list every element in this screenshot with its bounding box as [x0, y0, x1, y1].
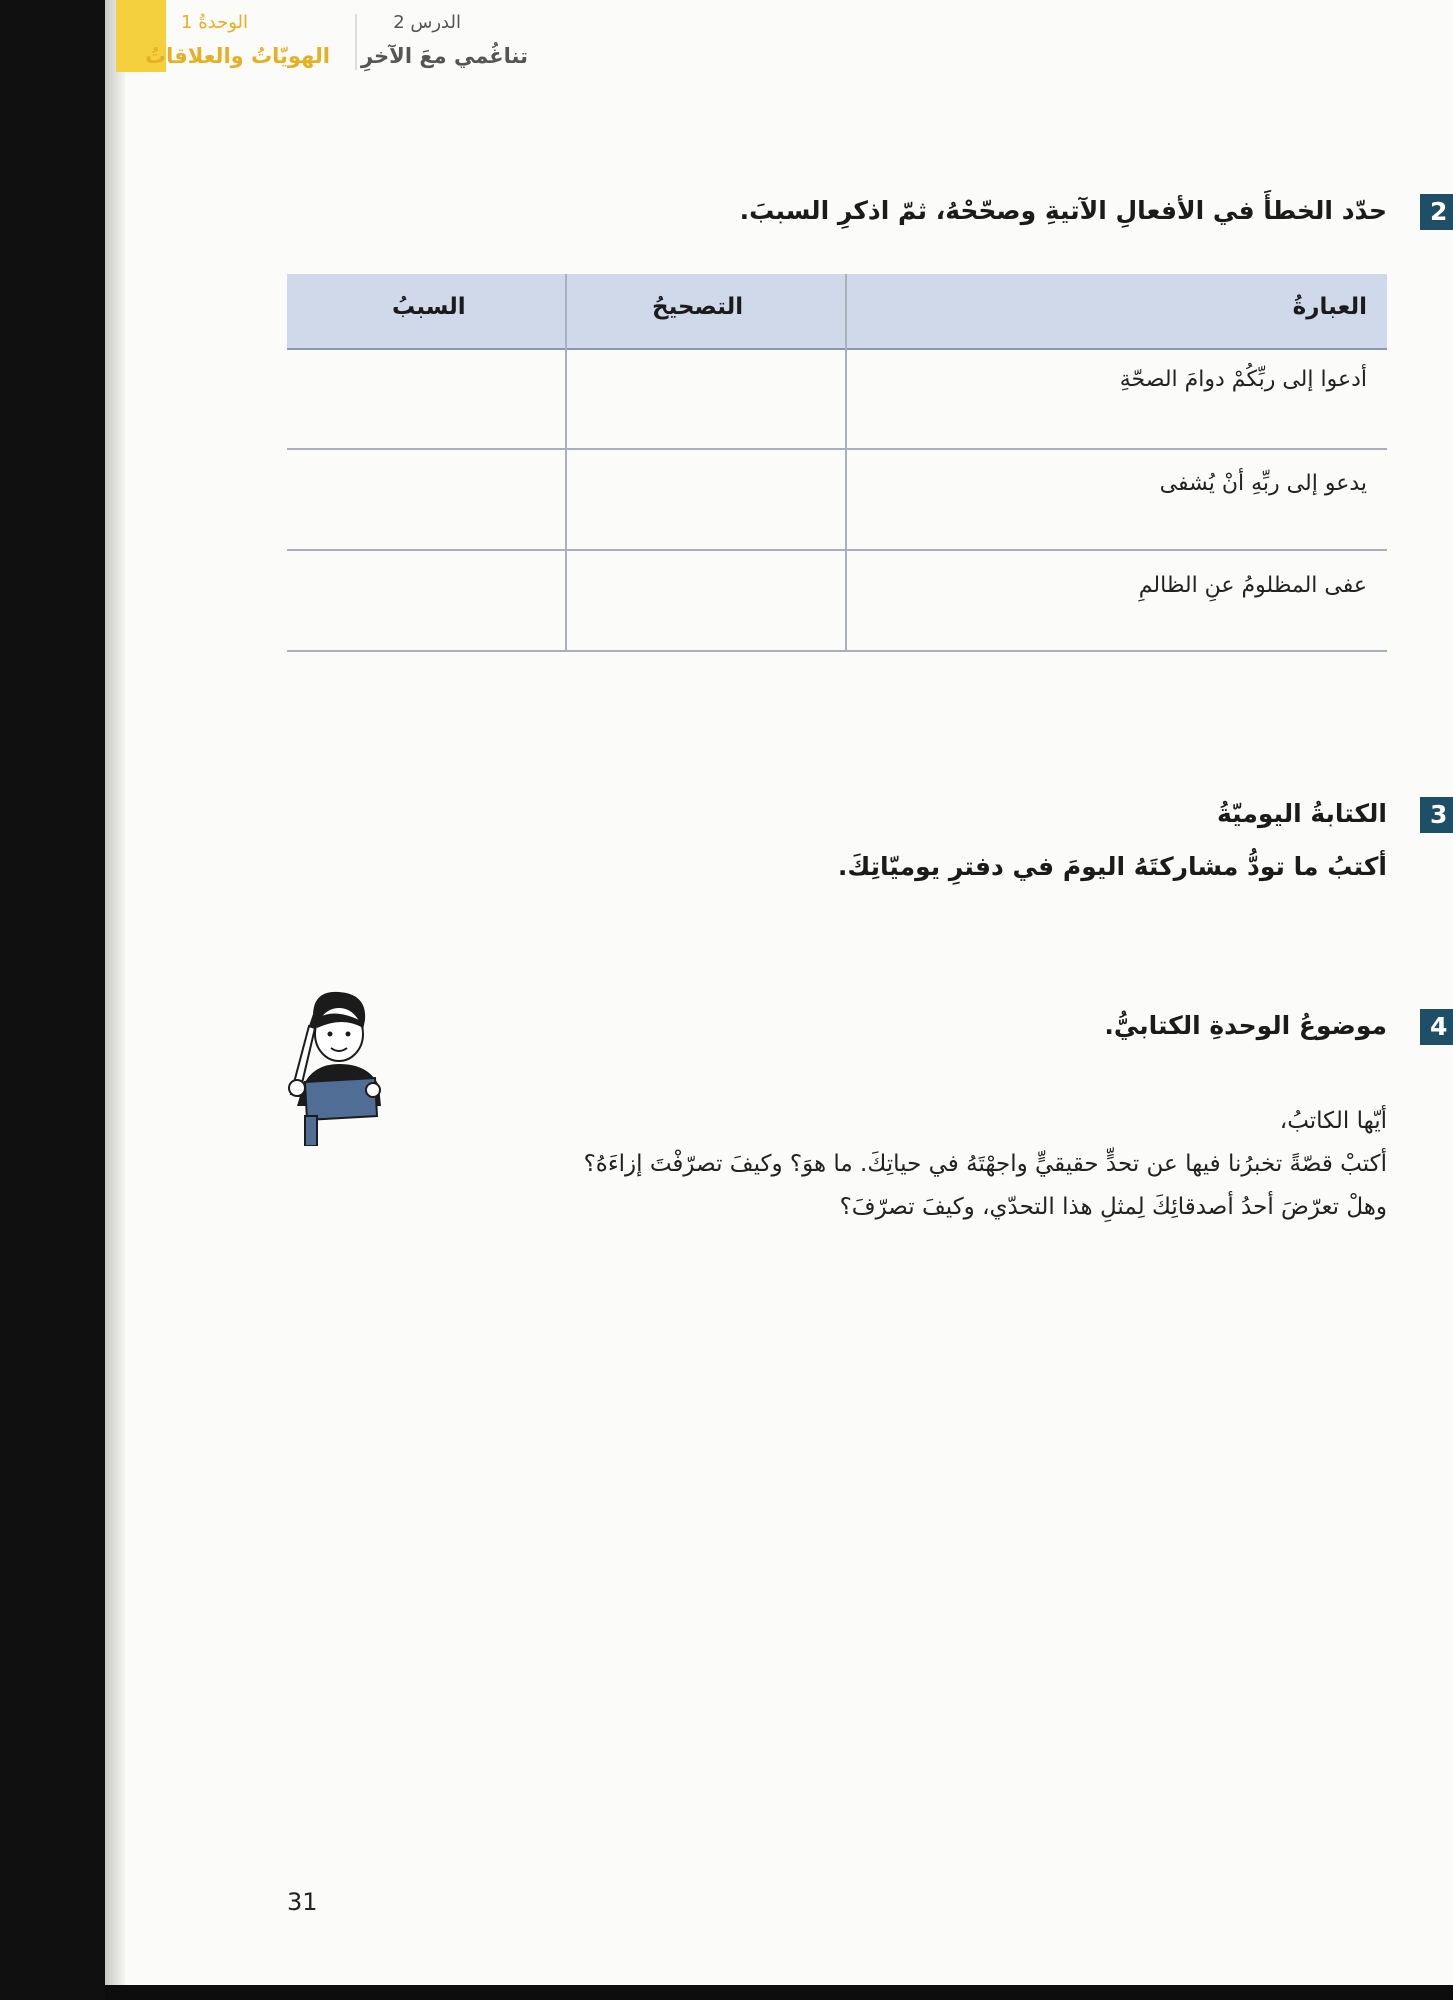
table-header-correction: التصحيحُ	[652, 294, 744, 320]
table-header-reason: السببُ	[392, 294, 466, 320]
question-4-title: موضوعُ الوحدةِ الكتابيُّ.	[1104, 1011, 1387, 1040]
writer-illustration	[283, 986, 393, 1146]
question-number-tab	[1420, 194, 1453, 230]
page-number: 31	[287, 1888, 318, 1916]
lesson-title: تناغُمي معَ الآخرِ	[360, 44, 528, 68]
question-4-line-2: وهلْ تعرّضَ أحدُ أصدقائِكَ لِمثلِ هذا التحدّي، وكيفَ تصرّفَ؟	[839, 1194, 1387, 1220]
table-row-divider	[287, 549, 1387, 551]
question-2-title: حدّد الخطأَ في الأفعالِ الآتيةِ وصحّحْهُ، ثمّ اذكرِ السببَ.	[739, 196, 1387, 225]
unit-label: الوحدةُ 1	[181, 12, 248, 33]
table-column-divider	[565, 274, 567, 652]
table-cell-phrase: يدعو إلى ربِّهِ أنْ يُشفى	[1159, 471, 1367, 496]
table-row-divider	[287, 448, 1387, 450]
unit-title: الهويّاتُ والعلاقاتُ	[145, 44, 330, 68]
book-spine-shadow	[105, 0, 125, 1985]
lesson-label: الدرس 2	[393, 12, 461, 33]
table-column-divider	[845, 274, 847, 652]
question-number: 2	[1430, 197, 1448, 226]
table-cell-phrase: عفى المظلومُ عنِ الظالمِ	[1138, 573, 1367, 598]
question-number: 3	[1430, 800, 1448, 829]
page-bottom-edge	[105, 1985, 1453, 2000]
header-divider	[355, 14, 357, 70]
question-number-tab	[1420, 1009, 1453, 1045]
question-number-tab	[1420, 797, 1453, 833]
question-4-greeting: أيّها الكاتبُ،	[1279, 1108, 1387, 1134]
question-3-title: الكتابةُ اليوميّةُ	[1216, 799, 1387, 828]
question-number: 4	[1430, 1012, 1448, 1041]
question-3-prompt: أكتبُ ما تودُّ مشاركتَهُ اليومَ في دفترِ يوميّاتِكَ.	[837, 852, 1387, 881]
exercise-table	[287, 274, 1387, 652]
table-row-divider	[287, 650, 1387, 652]
question-4-line-1: أكتبْ قصّةً تخبرُنا فيها عن تحدٍّ حقيقيٍّ واجهْتَهُ في حياتِكَ. ما هوَ؟ وكيفَ تصرّفْتَ إزاءَهُ؟	[583, 1151, 1387, 1177]
table-header-phrase: العبارةُ	[1292, 294, 1367, 320]
table-cell-phrase: أدعوا إلى ربِّكُمْ دوامَ الصحّةِ	[1119, 367, 1367, 392]
